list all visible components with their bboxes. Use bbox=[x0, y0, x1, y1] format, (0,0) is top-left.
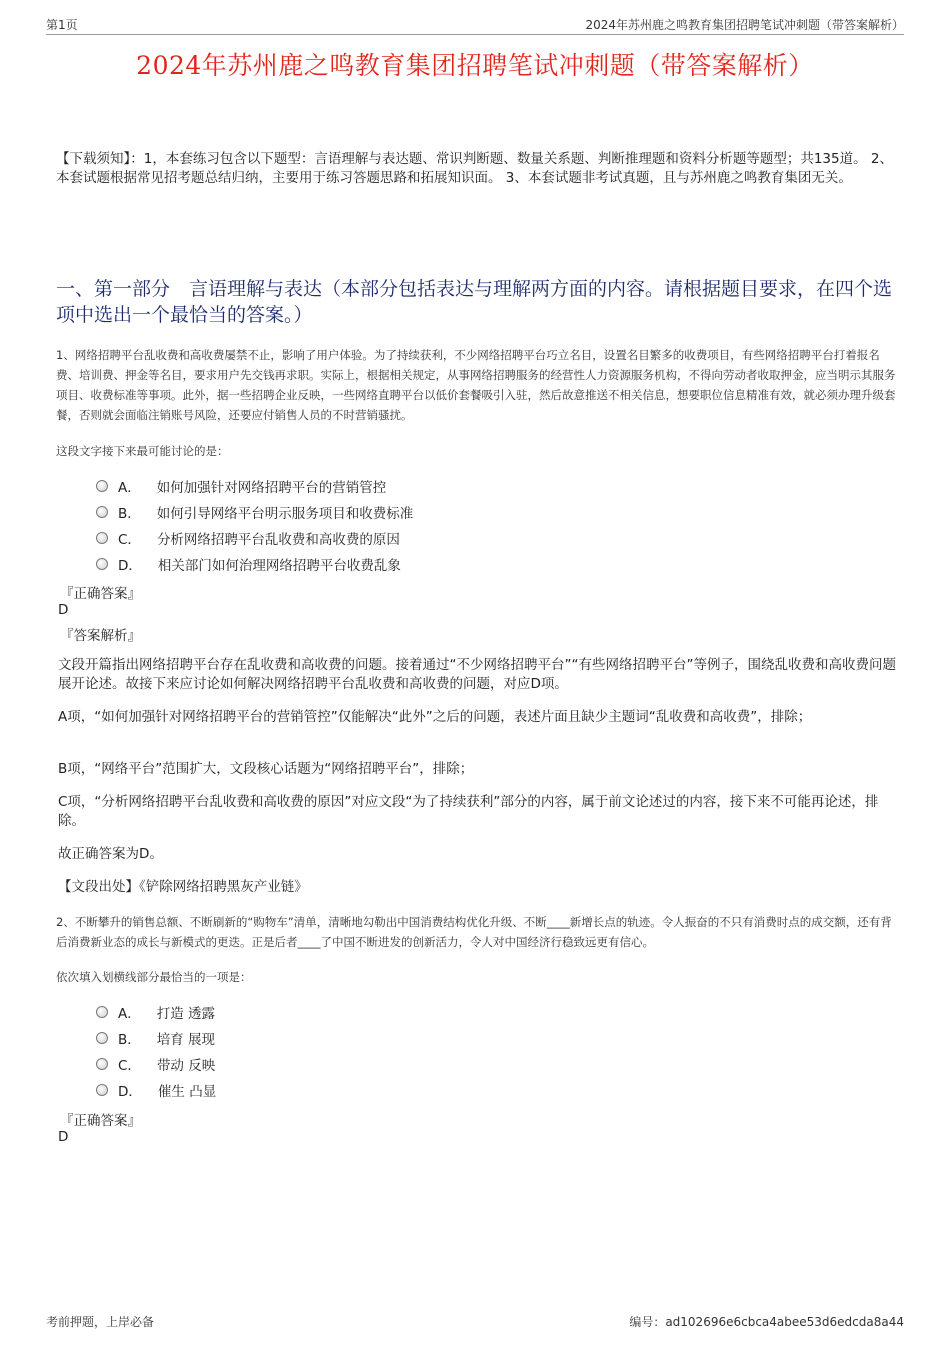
radio-icon[interactable] bbox=[96, 532, 108, 544]
answer-label: 『正确答案』 bbox=[60, 1113, 141, 1129]
section-title: 一、第一部分 言语理解与表达（本部分包括表达与理解两方面的内容。请根据题目要求，在四个选项中选出一个最恰当的答案。） bbox=[56, 278, 893, 326]
option-d[interactable]: D． 催生 凸显 bbox=[96, 1077, 216, 1103]
radio-icon[interactable] bbox=[96, 1032, 108, 1044]
answer-value: D bbox=[58, 602, 69, 618]
option-d[interactable]: D． 相关部门如何治理网络招聘平台收费乱象 bbox=[96, 551, 413, 577]
analysis-paragraph: C项，“分析网络招聘平台乱收费和高收费的原因”对应文段“为了持续获利”部分的内容，属于前文论述过的内容，接下来不可能再论述，排除。 bbox=[58, 794, 879, 829]
option-c[interactable]: C． 带动 反映 bbox=[96, 1051, 216, 1077]
answer-label: 『正确答案』 bbox=[60, 586, 141, 602]
question-2-prompt: 依次填入划横线部分最恰当的一项是： bbox=[56, 970, 252, 984]
header-doc-title: 2024年苏州鹿之鸣教育集团招聘笔试冲刺题（带答案解析） bbox=[585, 18, 904, 32]
option-b[interactable]: B． 培育 展现 bbox=[96, 1025, 216, 1051]
analysis-paragraph: 文段开篇指出网络招聘平台存在乱收费和高收费的问题。接着通过“不少网络招聘平台”“有些网络招聘平台”等例子，围绕乱收费和高收费问题展开论述。故接下来应讨论如何解决网络招聘平台乱收费和高收费的问题，对应D项。 bbox=[58, 657, 896, 692]
option-a[interactable]: A． 如何加强针对网络招聘平台的营销管控 bbox=[96, 473, 413, 499]
analysis-paragraph: A项，“如何加强针对网络招聘平台的营销管控”仅能解决“此外”之后的问题，表述片面且缺少主题词“乱收费和高收费”，排除； bbox=[58, 709, 812, 725]
download-notice: 【下载须知】：1，本套练习包含以下题型：言语理解与表达题、常识判断题、数量关系题、判断推理题和资料分析题等题型；共135道。 2、本套试题根据常见招考题总结归纳，主要用于练习答题思路和拓展知识面。 3、本套试题非考试真题，且与苏州鹿之鸣教育集团无关。 bbox=[56, 151, 893, 186]
question-1-options bbox=[96, 473, 413, 577]
radio-icon[interactable] bbox=[96, 506, 108, 518]
page-number: 第1页 bbox=[46, 18, 78, 32]
radio-icon[interactable] bbox=[96, 1084, 108, 1096]
option-a[interactable]: A． 打造 透露 bbox=[96, 999, 216, 1025]
radio-icon[interactable] bbox=[96, 1006, 108, 1018]
radio-icon[interactable] bbox=[96, 1058, 108, 1070]
radio-icon[interactable] bbox=[96, 480, 108, 492]
source-citation: 【文段出处】《铲除网络招聘黑灰产业链》 bbox=[58, 879, 308, 895]
question-2-options bbox=[96, 999, 216, 1103]
answer-value: D bbox=[58, 1129, 69, 1145]
analysis-paragraph: B项，“网络平台”范围扩大，文段核心话题为“网络招聘平台”，排除； bbox=[58, 761, 474, 777]
footer-slogan: 考前押题，上岸必备 bbox=[46, 1315, 155, 1329]
radio-icon[interactable] bbox=[96, 558, 108, 570]
analysis-label: 『答案解析』 bbox=[60, 628, 141, 644]
document-title: 2024年苏州鹿之鸣教育集团招聘笔试冲刺题（带答案解析） bbox=[136, 51, 814, 80]
page-header bbox=[46, 14, 904, 35]
footer-code: 编号：ad102696e6cbca4abee53d6edcda8a44 bbox=[629, 1315, 904, 1329]
option-b[interactable]: B． 如何引导网络平台明示服务项目和收费标准 bbox=[96, 499, 413, 525]
option-c[interactable]: C． 分析网络招聘平台乱收费和高收费的原因 bbox=[96, 525, 413, 551]
question-1-text: 1、网络招聘平台乱收费和高收费屡禁不止，影响了用户体验。为了持续获利，不少网络招聘平台巧立名目，设置名目繁多的收费项目，有些网络招聘平台打着报名费、培训费、押金等名目，要求用户先交钱再求职。实际上，根据相关规定，从事网络招聘服务的经营性人力资源服务机构，不得向劳动者收取押金，应当明示其服务项目、收费标准等事项。此外，据一些招聘企业反映，一些网络直聘平台以低价套餐吸引入驻，然后故意推送不相关信息，想要职位信息精准有效，就必须办理升级套餐，否则就会面临注销账号风险，还要应付销售人员的不时营销骚扰。 bbox=[56, 348, 896, 422]
question-2-text: 2、不断攀升的销售总额、不断刷新的“购物车”清单，清晰地勾勒出中国消费结构优化升级、不断____新增长点的轨迹。令人振奋的不只有消费时点的成交额，还有背后消费新业态的成长与新模式的更迭。正是后者____了中国不断进发的创新活力，令人对中国经济行稳致远更有信心。 bbox=[56, 915, 892, 949]
analysis-paragraph: 故正确答案为D。 bbox=[58, 846, 163, 862]
question-1-prompt: 这段文字接下来最可能讨论的是： bbox=[56, 444, 229, 458]
